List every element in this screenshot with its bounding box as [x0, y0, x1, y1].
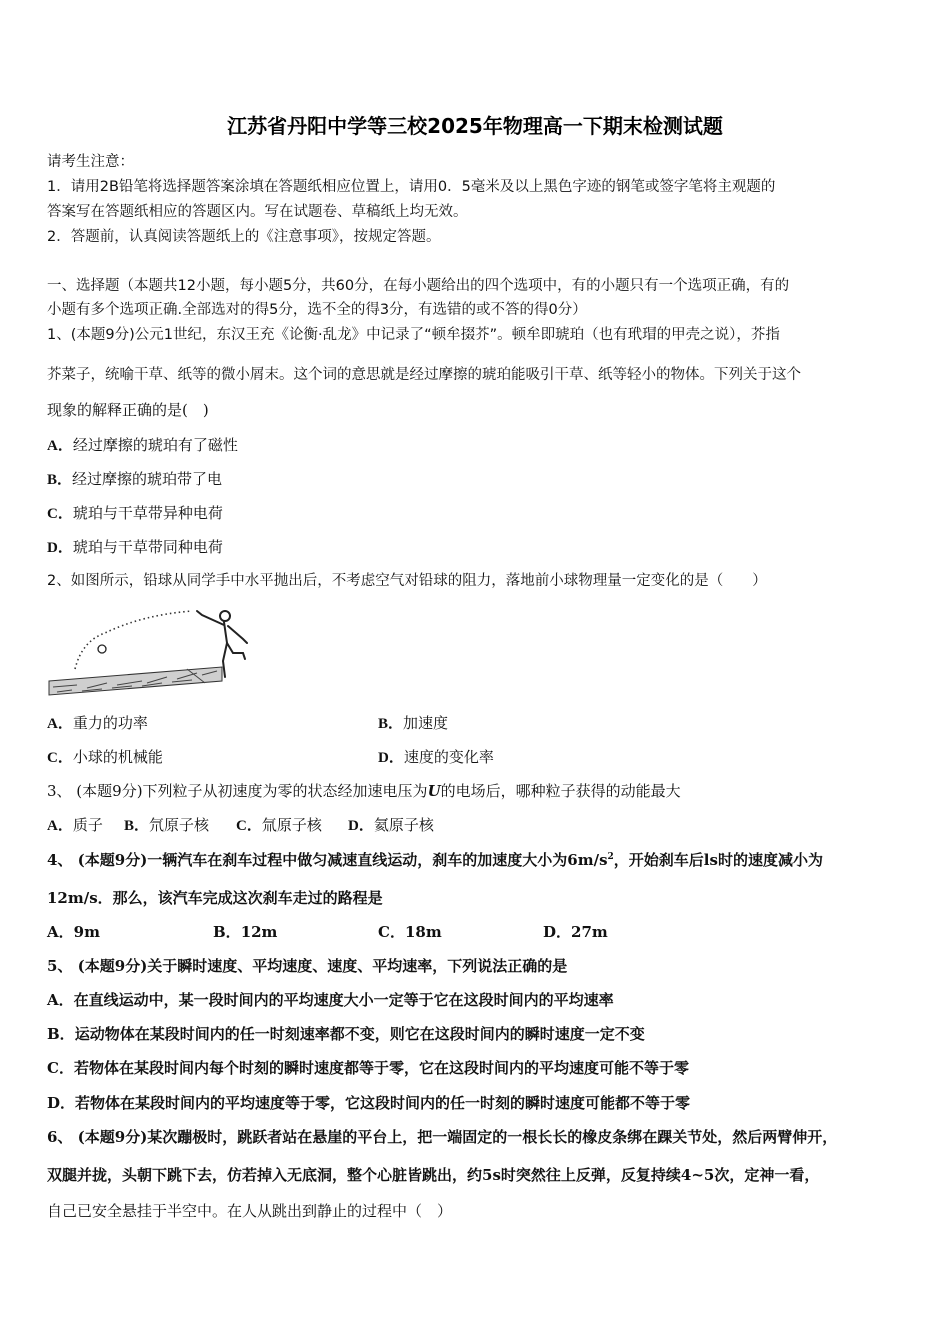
question-5-option-d[interactable]: D．若物体在某段时间内的平均速度等于零，它这段时间内的任一时刻的瞬时速度可能都不等于零 [47, 1094, 691, 1112]
notice-item-1: 1．请用2B铅笔将选择题答案涂填在答题纸相应位置上，请用0．5毫米及以上黑色字迹的钢笔或签字笔将主观题的 [47, 179, 776, 195]
question-6-stem: 6、 (本题9分)某次蹦极时，跳跃者站在悬崖的平台上，把一端固定的一根长长的橡皮条绑在踝关节处，然后两臂伸开， [47, 1128, 838, 1146]
question-1-stem-end: 现象的解释正确的是( ) [47, 401, 209, 419]
question-1-stem: 1、(本题9分)公元1世纪，东汉王充《论衡·乱龙》中记录了“顿牟掇芥”。顿牟即琥珀（也有玳瑁的甲壳之说），芥指 [47, 327, 780, 343]
question-5-option-a[interactable]: A．在直线运动中，某一段时间内的平均速度大小一定等于它在这段时间内的平均速率 [47, 991, 614, 1009]
shot-put-figure [47, 603, 267, 698]
question-1-option-a[interactable]: A．经过摩擦的琥珀有了磁性 [47, 436, 238, 454]
page-title: 江苏省丹阳中学等三校2025年物理高一下期末检测试题 [227, 114, 723, 138]
question-6-stem-cont: 双腿并拢，头朝下跳下去，仿若掉入无底洞，整个心脏皆跳出，约5s时突然往上反弹，反复持续4~5次，定神一看， [47, 1166, 820, 1184]
question-1-option-d[interactable]: D．琥珀与干草带同种电荷 [47, 538, 223, 556]
question-3-stem: 3、 (本题9分)下列粒子从初速度为零的状态经加速电压为U的电场后，哪种粒子获得的动能最大 [47, 782, 681, 800]
voltage-variable: U [427, 782, 441, 800]
question-5-option-c[interactable]: C．若物体在某段时间内每个时刻的瞬时速度都等于零，它在这段时间内的平均速度可能不等于零 [47, 1059, 689, 1077]
notice-item-1-cont: 答案写在答题纸相应的答题区内。写在试题卷、草稿纸上均无效。 [47, 204, 468, 220]
question-1-stem-cont: 芥菜子，统喻干草、纸等的微小屑末。这个词的意思就是经过摩擦的琥珀能吸引干草、纸等轻小的物体。下列关于这个 [47, 367, 801, 383]
question-4-stem-cont: 12m/s．那么，该汽车完成这次刹车走过的路程是 [47, 889, 383, 907]
question-2-option-a[interactable]: A．重力的功率 [47, 714, 148, 732]
notice-item-2: 2．答题前，认真阅读答题纸上的《注意事项》，按规定答题。 [47, 229, 441, 245]
question-2-option-d[interactable]: D．速度的变化率 [378, 748, 494, 766]
question-2-option-c[interactable]: C．小球的机械能 [47, 748, 163, 766]
question-4-option-c[interactable]: C．18m [378, 923, 442, 941]
question-4-option-d[interactable]: D．27m [543, 923, 608, 941]
question-5-stem: 5、 (本题9分)关于瞬时速度、平均速度、速度、平均速率，下列说法正确的是 [47, 957, 568, 975]
shot-put-illustration-icon [47, 603, 267, 698]
section-instructions-cont: 小题有多个选项正确.全部选对的得5分，选不全的得3分，有选错的或不答的得0分） [47, 302, 587, 318]
question-3-option-d[interactable]: D．氦原子核 [348, 816, 434, 834]
notice-heading: 请考生注意： [47, 154, 134, 170]
question-6-stem-end: 自己已安全悬挂于半空中。在人从跳出到静止的过程中（ ） [47, 1202, 453, 1220]
question-1-option-c[interactable]: C．琥珀与干草带异种电荷 [47, 504, 223, 522]
question-5-option-b[interactable]: B．运动物体在某段时间内的任一时刻速率都不变，则它在这段时间内的瞬时速度一定不变 [47, 1025, 645, 1043]
question-1-option-b[interactable]: B．经过摩擦的琥珀带了电 [47, 470, 223, 488]
question-4-option-b[interactable]: B．12m [213, 923, 278, 941]
question-4-option-a[interactable]: A．9m [47, 923, 100, 941]
question-3-option-c[interactable]: C．氚原子核 [236, 816, 322, 834]
question-3-option-b[interactable]: B．氘原子核 [124, 816, 210, 834]
section-instructions: 一、选择题（本题共12小题，每小题5分，共60分，在每小题给出的四个选项中，有的小题只有一个选项正确，有的 [47, 278, 790, 294]
question-4-stem: 4、 (本题9分)一辆汽车在刹车过程中做匀减速直线运动，刹车的加速度大小为$6m/s^2$，开始刹车后ls时的速度减小为 [47, 851, 823, 869]
question-2-stem: 2、如图所示，铅球从同学手中水平抛出后，不考虑空气对铅球的阻力，落地前小球物理量一定变化的是（ ） [47, 573, 767, 589]
question-3-option-a[interactable]: A．质子 [47, 816, 103, 834]
question-2-option-b[interactable]: B．加速度 [378, 714, 449, 732]
